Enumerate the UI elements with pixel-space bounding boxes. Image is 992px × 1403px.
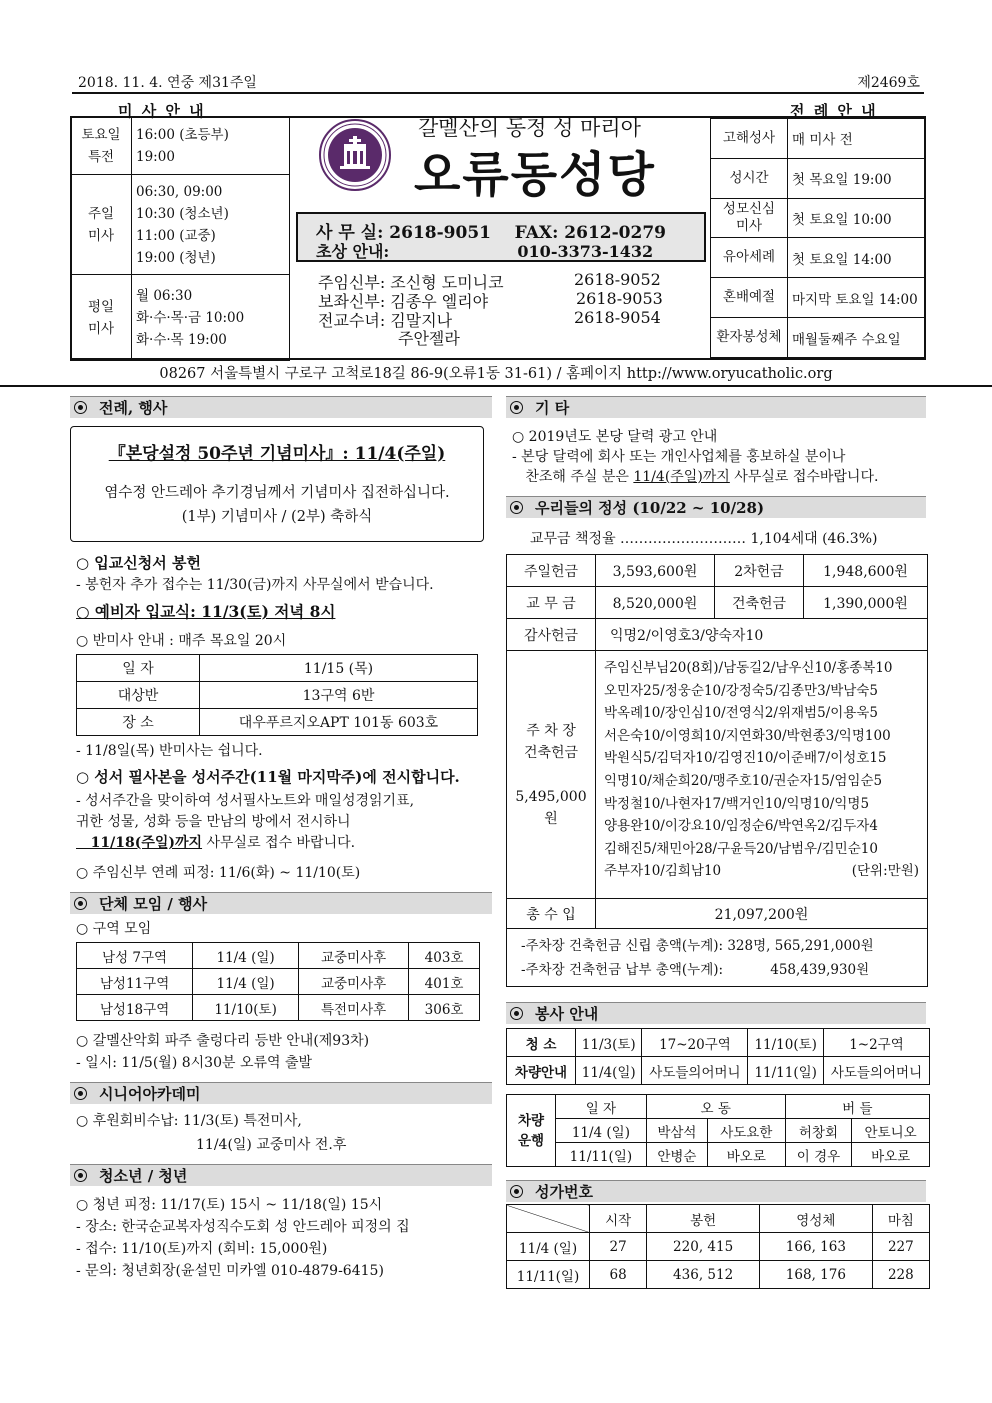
banner-line: (1부) 기념미사 / (2부) 축하식 — [181, 509, 373, 525]
clergy-phone: 2618-9054 — [574, 308, 661, 327]
mass-row — [71, 175, 290, 275]
section-hymns: 성가번호 — [506, 1180, 926, 1202]
mass-label: 토요일 특전 — [71, 117, 132, 175]
table-row: 남성18구역 11/10(토) 특전미사후 306호 — [77, 995, 480, 1021]
issue-number: 제2469호 — [857, 75, 920, 91]
table-row: 감사헌금 익명2/이영호3/양숙자10 — [507, 619, 928, 651]
address-line: 08267 서울특별시 구로구 고척로18길 86-9(오류1동 31-61) / 홈페이지 http://www.oryucatholic.org — [0, 362, 992, 387]
item-title: ○ 예비자 입교식: 11/3(토) 저녁 8시 — [76, 602, 336, 621]
liturgy-guide-title: 전 례 안 내 — [790, 102, 878, 120]
table-row: 교 무 금 8,520,000원 건축헌금 1,390,000원 — [507, 587, 928, 619]
item-text: 11/18(주일)까지 사무실로 접수 바랍니다. — [76, 835, 356, 851]
section-groups: 단체 모임 / 행사 — [70, 892, 492, 914]
mass-times: 06:30, 09:00 10:30 (청소년) 11:00 (교중) 19:00 (청년) — [132, 175, 290, 275]
section-service: 봉사 안내 — [506, 1002, 926, 1024]
table-row: 11/4 (일) 27 220, 415 166, 163 227 — [507, 1233, 930, 1261]
bullet-icon — [74, 1087, 87, 1100]
item-title: ○ 성서 필사본을 성서주간(11월 마지막주)에 전시합니다. — [76, 768, 460, 786]
bullet-icon — [74, 401, 87, 414]
item-text: - 장소: 한국순교복자성직수도회 성 안드레아 피정의 집 — [76, 1219, 410, 1235]
table-row: 대상반 13구역 6반 — [77, 682, 478, 709]
mass-label: 주일 미사 — [71, 175, 132, 275]
liturgy-row: 혼배예절 마지막 토요일 14:00 — [711, 278, 926, 318]
mass-row — [71, 275, 290, 361]
office-box — [296, 212, 706, 262]
liturgy-row: 유아세례 첫 토요일 14:00 — [711, 238, 926, 278]
clergy-role: 전교수녀: 김말지나 — [318, 311, 453, 330]
item-text: - 일시: 11/5(월) 8시30분 오류역 출발 — [76, 1055, 313, 1071]
table-row: 총 수 입 21,097,200원 — [507, 899, 928, 929]
banner-line: 염수정 안드레아 추기경님께서 기념미사 집전하십니다. — [104, 485, 450, 501]
section-youth: 청소년 / 청년 — [70, 1164, 492, 1186]
bullet-icon — [510, 401, 523, 414]
banmisa-table — [76, 654, 478, 736]
clergy-phone: 2618-9053 — [576, 289, 663, 308]
table-row: 11/4 (일) 박삼석 사도요한 허창회 안토니오 — [507, 1119, 930, 1143]
bullet-icon — [510, 1007, 523, 1020]
item-text: - 11/8일(목) 반미사는 쉽니다. — [76, 743, 263, 759]
header-bar — [72, 72, 924, 94]
table-row: 차량 운행 일 자 오 동 버 들 — [507, 1095, 930, 1119]
section-senior: 시니어아카데미 — [70, 1082, 492, 1104]
church-seal-logo — [318, 118, 392, 192]
service-table — [506, 1028, 930, 1085]
bullet-icon — [510, 501, 523, 514]
liturgy-table — [710, 118, 926, 358]
table-row: 11/11(일) 68 436, 512 168, 176 228 — [507, 1261, 930, 1289]
clergy-role: 보좌신부: 김종우 엘리야 — [318, 292, 489, 311]
section-etc: 기 타 — [506, 396, 926, 418]
mass-row — [71, 117, 290, 175]
section-events: 전례, 행사 — [70, 396, 492, 418]
item-text: 찬조해 주실 분은 11/4(주일)까지 사무실로 접수바랍니다. — [512, 469, 879, 485]
item-text: ○ 주임신부 연례 피정: 11/6(화) ~ 11/10(토) — [76, 865, 361, 881]
item-text: ○ 후원회비수납: 11/3(토) 특전미사, — [76, 1113, 302, 1129]
church-subtitle: 갈멜산의 동정 성 마리아 — [418, 116, 641, 140]
table-row: 차량안내 11/4(일) 사도들의어머니 11/11(일) 사도들의어머니 — [507, 1057, 930, 1085]
funeral-line: 초상 안내: 010-3373-1432 — [316, 242, 654, 261]
table-row: -주차장 건축헌금 신립 총액(누계): 328명, 565,291,000원 -주차장 건축헌금 납부 총액(누계): 458,439,930원 — [507, 929, 928, 987]
item-text: - 접수: 11/10(토)까지 (회비: 15,000원) — [76, 1241, 328, 1257]
section-offering: 우리들의 정성 (10/22 ~ 10/28) — [506, 496, 926, 518]
bullet-icon — [74, 897, 87, 910]
table-row: 주 차 장 건축헌금 5,495,000원 주임신부님20(8회)/남동길2/남우신10/홍종복10 오민자25/정웅순10/강정숙5/김종만3/박남숙5 박옥례10/장인심10/전영식2/위재범5/이용욱5 서은숙10/이영희10/지연화30/박현종3/익명100 박원식5/김덕자10/김영진10/이준배7/이성호15 익명10/채순희20/맹주호10/권순자15/엄임순5 박정철10/나현자17/백거인10/익명10/익명5 양용완10/이강요10/임정순6/박연옥2/김두자4 김해진5/채민아28/구윤득20/남범우/김민순10 주부자10/김희남10 (단위:만원) — [507, 651, 928, 899]
table-row: 남성 7구역 11/4 (일) 교중미사후 403호 — [77, 943, 480, 969]
table-row: 장 소 대우푸르지오APT 101동 603호 — [77, 709, 478, 736]
item-text: 11/4(일) 교중미사 전.후 — [196, 1137, 347, 1153]
liturgy-row: 고해성사 매 미사 전 — [711, 119, 926, 159]
item-title: ○ 구역 모임 — [76, 921, 152, 937]
bullet-icon — [74, 1169, 87, 1182]
mass-times: 16:00 (초등부) 19:00 — [132, 117, 290, 175]
liturgy-row: 환자봉성체 매월둘째주 수요일 — [711, 318, 926, 358]
mass-guide-title: 미 사 안 내 — [118, 102, 206, 120]
offering-table — [506, 554, 928, 987]
item-text: ○ 갈멜산악회 파주 출렁다리 등반 안내(제93차) — [76, 1033, 370, 1049]
church-name: 오류동성당 — [414, 147, 656, 203]
item-title: ○ 입교신청서 봉헌 — [76, 554, 201, 572]
table-row: 일 자 11/15 (목) — [77, 655, 478, 682]
mass-label: 평일 미사 — [71, 275, 132, 361]
mass-table — [70, 116, 290, 361]
diagonal-cell — [507, 1205, 590, 1233]
donor-list: 주임신부님20(8회)/남동길2/남우신10/홍종복10 오민자25/정웅순10/강정숙5/김종만3/박남숙5 박옥례10/장인심10/전영식2/위재범5/이용욱5 서은숙10/이영희10/지연화30/박현종3/익명100 박원식5/김덕자10/김영진10/이준배7/이성호15 익명10/채순희20/맹주호10/권순자15/엄임순5 박정철10/나현자17/백거인10/익명10/익명5 양용완10/이강요10/임정순6/박연옥2/김두자4 김해진5/채민아28/구윤득20/남범우/김민순10 주부자10/김희남10 (단위:만원) — [596, 651, 928, 899]
item-text: - 문의: 청년회장(윤설민 미카엘 010-4879-6415) — [76, 1263, 384, 1279]
liturgy-row: 성시간 첫 목요일 19:00 — [711, 158, 926, 198]
item-text: ○ 2019년도 본당 달력 광고 안내 — [512, 429, 718, 445]
clergy-role: 주임신부: 조신형 도미니코 — [318, 273, 504, 292]
clergy-phone: 2618-9052 — [574, 270, 661, 289]
mass-times: 월 06:30 화·수·목·금 10:00 화·수·목 19:00 — [132, 275, 290, 361]
item-text: ○ 청년 피정: 11/17(토) 15시 ~ 11/18(일) 15시 — [76, 1197, 383, 1213]
banner-title: 『본당설정 50주년 기념미사』: 11/4(주일) — [108, 444, 446, 464]
table-row: 청 소 11/3(토) 17~20구역 11/10(토) 1~2구역 — [507, 1029, 930, 1057]
vehicle-table — [506, 1094, 930, 1167]
date-line: 2018. 11. 4. 연중 제31주일 — [78, 75, 257, 91]
offering-rate: 교무금 책정율 ……………………… 1,104세대 (46.3%) — [530, 531, 878, 547]
hymn-table — [506, 1204, 930, 1289]
table-row: 남성11구역 11/4 (일) 교중미사후 401호 — [77, 969, 480, 995]
office-line: 사 무 실: 2618-9051 FAX: 2612-0279 — [316, 223, 666, 243]
item-text: - 성서주간을 맞이하여 성서필사노트와 매일성경읽기표, — [76, 793, 415, 809]
item-text: - 봉헌자 추가 접수는 11/30(금)까지 사무실에서 받습니다. — [76, 577, 434, 593]
liturgy-row: 성모신심 미사 첫 토요일 10:00 — [711, 198, 926, 238]
item-text: - 본당 달력에 회사 또는 개인사업체를 홍보하실 분이나 — [512, 449, 846, 465]
anniversary-banner — [70, 426, 484, 542]
bullet-icon — [510, 1185, 523, 1198]
item-title: ○ 반미사 안내 : 매주 목요일 20시 — [76, 633, 287, 649]
table-row: 11/11(일) 안병순 바오로 이 경우 바오로 — [507, 1143, 930, 1167]
clergy-role: 주안젤라 — [398, 329, 460, 348]
table-row: 시작 봉헌 영성체 마침 — [507, 1205, 930, 1233]
table-row: 주일헌금 3,593,600원 2차헌금 1,948,600원 — [507, 555, 928, 587]
item-text: 귀한 성물, 성화 등을 만남의 방에서 전시하니 — [76, 814, 351, 830]
group-table — [76, 942, 480, 1021]
